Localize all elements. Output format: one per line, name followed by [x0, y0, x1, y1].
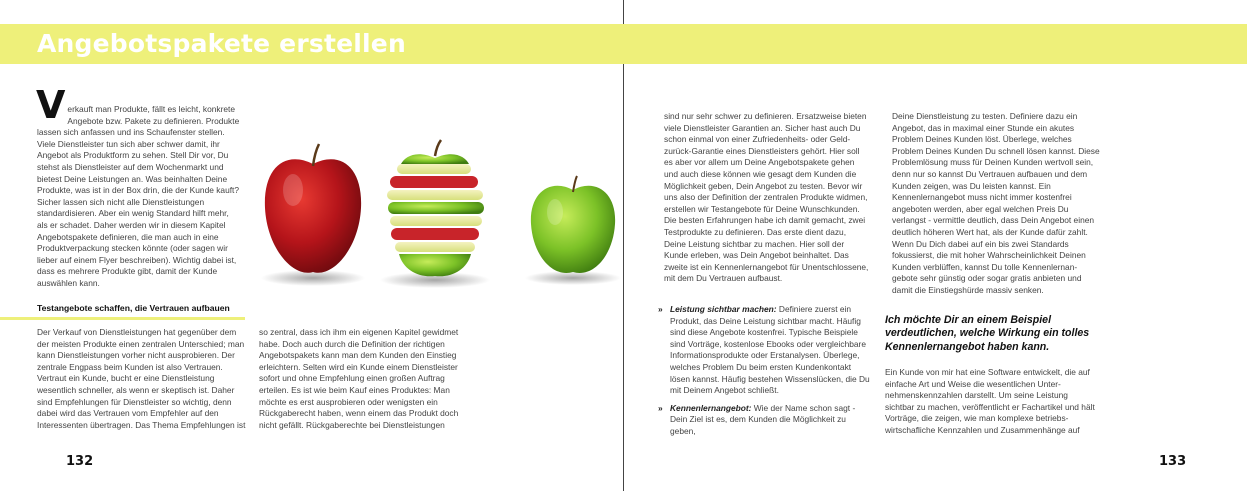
right-column-2-top: Deine Dienstleistung zu testen. Definiere dazu ein Angebot, das in maximal einer Stunde ein akutes Problem Deines Kunden löst. Überlege, welches Problem Deines Kunden Du schnell lösen kannst. Diese Problemlösung muss für Deinen Kunden wertvoll sein, denn nur so kannst Du Vertrauen aufbauen und dem Kunden zeigen, was Du leisten kannst. Ein Kennenlernangebot muss nicht immer kostenfrei angeboten werden, aber egal welchen Preis Du verlangst - vermittle deutlich, dass Dein Angebot einen deutlich höheren Wert hat, als der Kunde dafür zahlt. Wenn Du Dich dabei auf ein bis zwei Standards fokussierst, die mit hoher Wahrscheinlichkeit Deinen Kunden verblüffen, kannst Du tolle Kennenlernan-gebote sehr günstig oder sogar gratis anbieten und damit die Einstiegshürde massiv senken.: [892, 111, 1100, 295]
chapter-title: Angebotspakete erstellen: [37, 29, 406, 58]
list-item: [658, 403, 872, 438]
intro-paragraph: [36, 83, 240, 290]
bullet-text: Definiere zuerst ein Produkt, das Deine Leistung sichtbar macht. Häufig sind diese Angebote kostenfrei. Typische Beispiele sind Vorträge, kostenlose Ebooks oder vergleichbare Informationsprodukte oder Erstanalysen. Überlege, welches Problem Du beim ersten Kundenkontakt lösen kannst. Häufig bestehen Wissenslücken, die Du mit Deinem Angebot schließt.: [670, 304, 870, 396]
right-column-1: sind nur sehr schwer zu definieren. Ersatzweise bieten viele Dienstleister Garantien an. Sicher hast auch Du schon einmal von einer Zufriedenheits- oder Geld-zurück-Garantie eines Dienstleisters gehört. Hier soll es aber vor allem um Deine Angebotspakete gehen und auch diese können wie gesagt dem Kunden die Möglichkeit geben, Dein Angebot zu testen. Bevor wir uns also der Definition der zentralen Produkte widmen, erstellen wir Testangebote für Deine Wunschkunden. Die besten Erfahrungen habe ich damit gemacht, zwei Testprodukte zu definieren. Das erste dient dazu, Deine Leistung sichtbar zu machen. Hier soll der Kunde erleben, was Dein Angebot beinhaltet. Das zweite ist ein Kennenlernangebot für Unentschlossene, mit dem Du Vertrauen aufbaust.: [664, 111, 869, 284]
left-column-1: Der Verkauf von Dienstleistungen hat gegenüber dem der meisten Produkte einen zentralen Unterschied; man kann Dienstleistungen vorher nicht ausprobieren. Der zentrale Engpass beim Kunden ist also Vertrauen. Vertraut ein Kunde, bucht er eine Dienstleistung wesentlich schneller, als wenn er skeptisch ist. Daher sind Empfehlungen für Dienstleister so wichtig, denn dabei wird das Vertrauen vom Empfehler auf den Interessenten übertragen. Das Thema Empfehlungen ist: [37, 327, 246, 430]
left-column-2: so zentral, dass ich ihm ein eigenen Kapitel gewidmet habe. Doch auch durch die Definition der richtigen Angebotspakets kann man dem Kunden den Einstieg erleichtern. Selten wird ein Kunde einem Dienstleister sofort und ohne Empfehlung einen großen Auftrag erteilen. Es ist wie beim Kauf eines Produktes: Man möchte es erst ausprobieren oder wenigsten ein Rückgaberecht haben, wenn einem das Produkt doch nicht gefällt. Rückgaberechte bei Dienstleistungen: [259, 327, 459, 430]
list-item: [658, 304, 872, 397]
bullet-marker: »: [658, 304, 663, 314]
red-apple: [265, 144, 361, 273]
bullet-marker: »: [658, 402, 663, 413]
intro-text: erkauft man Produkte, fällt es leicht, konkrete Angebote bzw. Pakete zu definieren. Produkte lassen sich anfassen und ins Schaufenster stellen. Viele Dienstleister tun sich aber schwer damit, ihr Angebot als Produktform zu sehen. Stell Dir vor, Du stehst als Dienstleister auf dem Wochenmarkt und bietest Deine Leistungen an. Was beinhalten Deine Produkte, was ist in der Box drin, die der Kunde kauft? Sicher lassen sich nicht alle Dienstleistungen standardisieren. Aber ein wenig Standard hilft mehr, als er schadet. Daher werden wir in diesem Kapitel Angebotspakete definieren, die man auch in eine Produktverpackung stecken könnte (oder sagen wir lieber auf einem Flyer beschreiben). Wichtig dabei ist, dass es mehrere Produkte gibt, damit der Kunde auswählen kann.: [37, 104, 240, 288]
page-number-left: 132: [66, 454, 94, 469]
green-apple: [531, 176, 615, 273]
pull-quote: Ich möchte Dir an einem Beispiel verdeutlichen, welche Wirkung ein tolles Kennenlernangebot haben kann.: [885, 314, 1090, 353]
page-number-right: 133: [1159, 454, 1187, 469]
sliced-apple: [387, 140, 484, 276]
drop-cap: V: [36, 83, 66, 127]
section-subheading: Testangebote schaffen, die Vertrauen aufbauen: [37, 303, 230, 313]
bullet-list: [658, 304, 872, 444]
bullet-term: Kennenlernangebot:: [670, 402, 752, 413]
bullet-text: Wie der Name schon sagt - Dein Ziel ist es, dem Kunden die Möglichkeit zu geben,: [670, 402, 856, 436]
subheading-underline: [0, 317, 245, 320]
bullet-term: Leistung sichtbar machen:: [670, 304, 777, 314]
apples-photo: [255, 120, 625, 290]
right-column-2-bottom: Ein Kunde von mir hat eine Software entwickelt, die auf einfache Art und Weise die wesentlichen Unter-nehmenskennzahlen darstellt. Um seine Leistung sichtbar zu machen, veröffentlicht er Fachartikel und hält Vorträge, die zeigen, wie man komplexe betriebs-wirtschafliche Kennzahlen und Zusammenhänge auf: [885, 367, 1095, 435]
